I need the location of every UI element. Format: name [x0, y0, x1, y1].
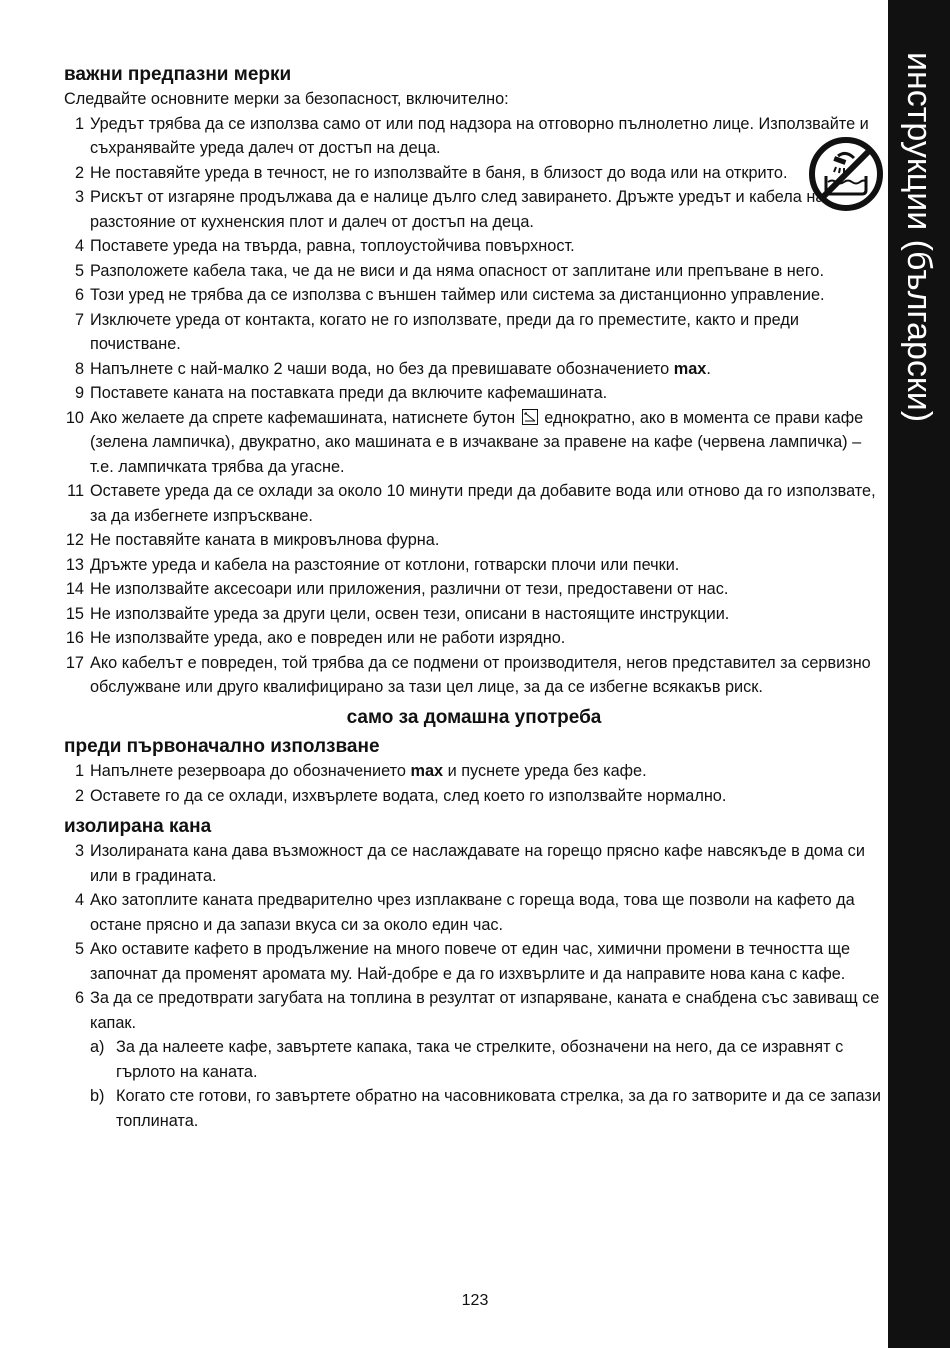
- list-item: 7 Изключете уреда от контакта, когато не го използвате, преди да го преместите, както и преди почистване.: [74, 310, 799, 353]
- list-item: 9 Поставете каната на поставката преди да включите кафемашината.: [74, 384, 608, 402]
- list-item: 14 Не използвайте аксесоари или приложения, различни от тези, предоставени от нас.: [65, 580, 729, 598]
- list-item: 17 Ако кабелът е повреден, той трябва да се подмени от производителя, негов представител за сервизно обслужване или друго квалифицирано за тази цел лице, за да се избегне всякакъв риск.: [65, 653, 871, 696]
- carafe-heading: изолирана кана: [64, 816, 212, 837]
- list-item: 13 Дръжте уреда и кабела на разстояние от котлони, готварски плочи или печки.: [65, 555, 680, 574]
- list-item: 6 За да се предотврати загубата на топлина в резултат от изпаряване, каната е снабдена със завиващ се капак. a) За да налеете кафе, завъртете капака, така че стрелките, обозначени на него, да се изравнят с гърлото на каната. b) Когато сте готови, го завъртете обратно на часовниковата стрелка, за да го затворите и да се запази топлината.: [64, 986, 884, 1133]
- sub-list-item: b) Когато сте готови, го завъртете обратно на часовниковата стрелка, за да го затворите и да се запази топлината.: [90, 1087, 881, 1130]
- list-item: 16 Не използвайте уреда, ако е повреден или не работи изрядно.: [65, 629, 566, 647]
- page-number: 123: [461, 1292, 489, 1309]
- max-mark: max: [673, 359, 707, 378]
- list-item: 5 Ако оставите кафето в продължение на много повече от един час, химични промени в течността ще започнат да променят аромата му. Най-добре е да го изхвърлите и да направите нова кана с кафе.: [74, 940, 851, 983]
- list-item: 3 Изолираната кана дава възможност да се наслаждавате на горещо прясно кафе навсякъде в дома си или в градината.: [74, 842, 865, 885]
- carafe-sub-list: [90, 1035, 884, 1133]
- list-item: 1 Напълнете резервоара до обозначението max и пуснете уреда без кафе.: [74, 762, 647, 780]
- first-use-heading: преди първоначално използване: [64, 736, 380, 757]
- safety-heading: важни предпазни мерки: [64, 64, 292, 85]
- list-item: 8 Напълнете с най-малко 2 чаши вода, но без да превишавате обозначението max.: [74, 359, 711, 378]
- max-mark: max: [410, 762, 444, 780]
- first-use-list: [64, 759, 884, 808]
- list-item: 11 Оставете уреда да се охлади за около 10 минути преди да добавите вода или отново да го използвате, за да избегнете изпръскване.: [67, 482, 876, 525]
- safety-list: [64, 112, 884, 700]
- list-item: 4 Ако затоплите каната предварително чрез изплакване с гореща вода, това ще позволи на кафето да остане прясно и да запази вкуса си за около един час.: [74, 891, 855, 934]
- list-item: 6 Този уред не трябва да се използва с външен таймер или система за дистанционно управление.: [74, 286, 825, 304]
- safety-intro: Следвайте основните мерки за безопасност, включително:: [64, 90, 509, 108]
- list-item: 10 Ако желаете да спрете кафемашината, натиснете бутон еднократно, ако в момента се прави кафе (зелена лампичка), двукратно, ако машината е в изчакване за правене на кафе (червена лампичка) – т.е. лампичката трябва да угасне.: [65, 408, 864, 476]
- household-only-note: само за домашна употреба: [346, 706, 602, 728]
- list-item: 1 Уредът трябва да се използва само от или под надзора на отговорно пълнолетно лице. Използвайте и съхранявайте уреда далеч от достъп на деца.: [74, 114, 869, 157]
- side-tab-label: инструкции (български): [900, 52, 938, 423]
- list-item: 2 Не поставяйте уреда в течност, не го използвайте в баня, в близост до вода или на открито.: [74, 163, 788, 182]
- list-item: 15 Не използвайте уреда за други цели, освен тези, описани в настоящите инструкции.: [65, 604, 730, 623]
- side-tab: [888, 0, 950, 1348]
- sub-list-item: a) За да налеете кафе, завъртете капака, така че стрелките, обозначени на него, да се изравнят с гърлото на каната.: [90, 1038, 844, 1081]
- list-item: 5 Разположете кабела така, че да не виси и да няма опасност от заплитане или препъване в него.: [74, 261, 824, 280]
- list-item: 4 Поставете уреда на твърда, равна, топлоустойчива повърхност.: [74, 237, 575, 255]
- stop-button-icon: [522, 409, 538, 425]
- carafe-list: [64, 839, 884, 1133]
- list-item: 3 Рискът от изгаряне продължава да е налице дълго след завирането. Дръжте уредът и кабела на разстояние от кухненския плот и далеч от достъп на деца.: [74, 188, 825, 231]
- list-item: 12 Не поставяйте каната в микровълнова фурна.: [65, 531, 440, 549]
- list-item: 2 Оставете го да се охлади, изхвърлете водата, след което го използвайте нормално.: [74, 786, 727, 805]
- page-body: [64, 62, 884, 1133]
